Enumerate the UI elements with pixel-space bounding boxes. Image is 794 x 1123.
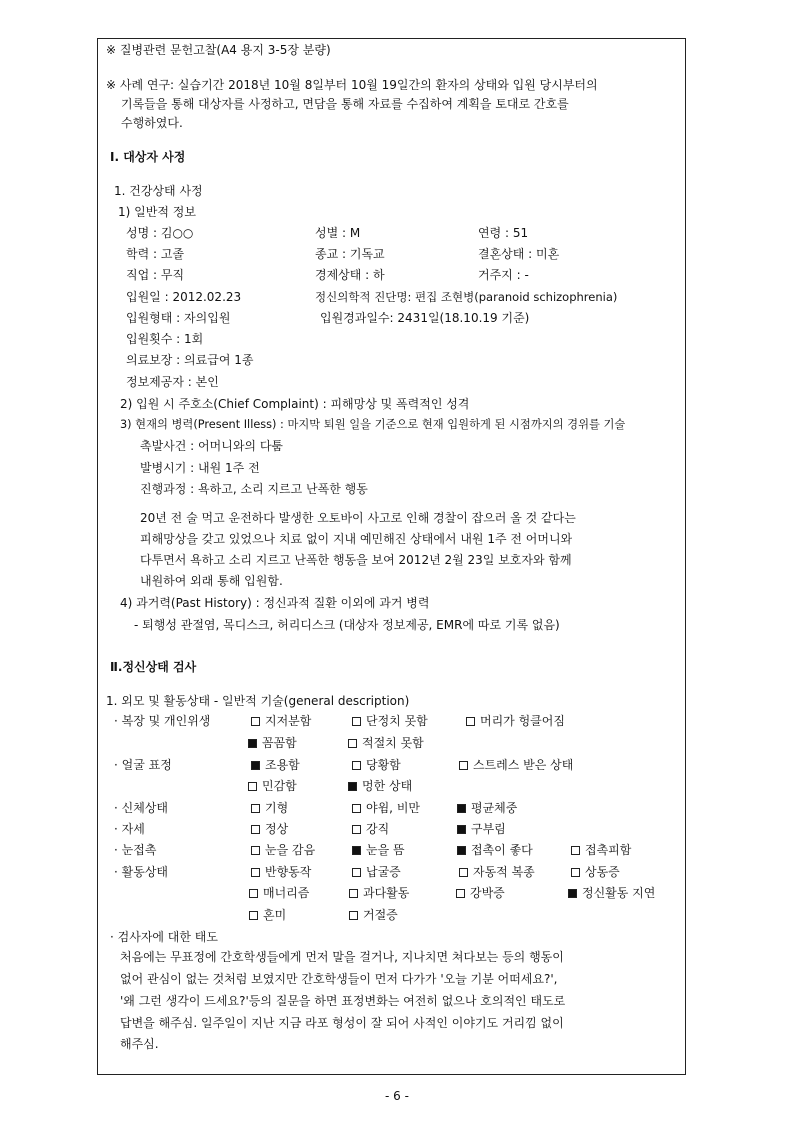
checkbox-icon[interactable] xyxy=(352,825,361,834)
attitude-heading: · 검사자에 대한 태도 xyxy=(110,930,218,944)
checkbox-icon[interactable] xyxy=(457,804,466,813)
checkbox-icon[interactable] xyxy=(457,846,466,855)
attitude-paragraph-2: 없어 관심이 없는 것처럼 보였지만 간호학생들이 먼저 다가가 '오늘 기분 어떠세요?', xyxy=(120,972,558,986)
option-grooming-dirty[interactable]: 지저분함 xyxy=(251,713,311,729)
option-activity-compulsion[interactable]: 강박증 xyxy=(456,885,505,901)
present-illness-title: 3) 현재의 병력(Present Illess) : 마지막 퇴원 일을 기준으로 현재 입원하게 된 시점까지의 경위를 기술 xyxy=(120,418,626,431)
option-activity-hyperactivity[interactable]: 과다활동 xyxy=(349,885,409,901)
checkbox-icon[interactable] xyxy=(348,782,357,791)
present-illness-onset: 발병시기 : 내원 1주 전 xyxy=(140,461,260,475)
checkbox-icon[interactable] xyxy=(571,868,580,877)
chief-complaint: 2) 입원 시 주호소(Chief Complaint) : 피해망상 및 폭력적인 성격 xyxy=(120,397,470,411)
option-body-thin-obese[interactable]: 야윔, 비만 xyxy=(352,800,420,816)
option-face-calm[interactable]: 조용함 xyxy=(251,757,300,773)
option-eye-good-contact[interactable]: 접촉이 좋다 xyxy=(457,842,533,858)
option-body-deformity[interactable]: 기형 xyxy=(251,800,288,816)
option-eye-open[interactable]: 눈을 뜸 xyxy=(352,842,405,858)
info-economy: 경제상태 : 하 xyxy=(315,268,385,282)
present-illness-paragraph-1: 20년 전 술 먹고 운전하다 발생한 오토바이 사고로 인해 경찰이 잡으러 올 것 같다는 xyxy=(140,511,576,525)
checkbox-icon[interactable] xyxy=(457,825,466,834)
info-marital: 결혼상태 : 미혼 xyxy=(478,247,560,261)
general-info-heading: 1) 일반적 정보 xyxy=(118,205,196,219)
health-assessment-heading: 1. 건강상태 사정 xyxy=(114,184,203,198)
present-illness-paragraph-3: 다투면서 욕하고 소리 지르고 난폭한 행동을 보여 2012년 2월 23일 보호자와 함께 xyxy=(140,553,572,567)
checkbox-icon[interactable] xyxy=(349,911,358,920)
checkbox-icon[interactable] xyxy=(456,889,465,898)
header-note-2-line-2: 기록들을 통해 대상자를 사정하고, 면담을 통해 자료를 수집하여 계획을 토대로 간호를 xyxy=(121,97,569,111)
option-activity-stupor[interactable]: 혼미 xyxy=(249,907,286,923)
section-2-title: Ⅱ.정신상태 검사 xyxy=(110,660,197,674)
checkbox-icon[interactable] xyxy=(352,804,361,813)
checkbox-icon[interactable] xyxy=(249,911,258,920)
info-religion: 종교 : 기독교 xyxy=(315,247,385,261)
info-admit-type: 입원형태 : 자의입원 xyxy=(126,311,231,325)
option-posture-rigid[interactable]: 강직 xyxy=(352,821,389,837)
info-admit-days: 입원경과일수: 2431일(18.10.19 기준) xyxy=(320,311,530,325)
page-number: - 6 - xyxy=(385,1089,409,1103)
attitude-paragraph-3: '왜 그런 생각이 드세요?'등의 질문을 하면 표정변화는 여전히 없으나 호의적인 태도로 xyxy=(120,994,566,1008)
info-insurance: 의료보장 : 의료급여 1종 xyxy=(126,353,254,367)
option-eye-closed[interactable]: 눈을 감음 xyxy=(251,842,315,858)
info-name: 성명 : 김○○ xyxy=(126,226,194,240)
option-activity-echopraxia[interactable]: 반향동작 xyxy=(251,864,311,880)
checkbox-icon[interactable] xyxy=(251,717,260,726)
category-grooming: · 복장 및 개인위생 xyxy=(114,714,211,728)
checkbox-icon[interactable] xyxy=(251,761,260,770)
info-residence: 거주지 : - xyxy=(478,268,529,282)
option-activity-waxy-flexibility[interactable]: 납굴증 xyxy=(352,864,401,880)
option-grooming-messy-hair[interactable]: 머리가 헝클어짐 xyxy=(466,713,565,729)
info-age: 연령 : 51 xyxy=(478,226,529,240)
option-activity-mannerism[interactable]: 매너리즘 xyxy=(249,885,309,901)
info-sex: 성별 : M xyxy=(315,226,361,240)
header-note-2-line-1: ※ 사례 연구: 실습기간 2018년 10월 8일부터 10월 19일간의 환자의 상태와 입원 당시부터의 xyxy=(106,78,598,92)
info-diagnosis: 정신의학적 진단명: 편집 조현병(paranoid schizophrenia) xyxy=(315,290,618,304)
info-job: 직업 : 무직 xyxy=(126,268,185,282)
past-history-title: 4) 과거력(Past History) : 정신과적 질환 이외에 과거 병력 xyxy=(120,596,430,610)
category-activity: · 활동상태 xyxy=(114,865,168,879)
category-facial-expression: · 얼굴 표정 xyxy=(114,758,172,772)
present-illness-event: 촉발사건 : 어머니와의 다툼 xyxy=(140,439,283,453)
checkbox-icon[interactable] xyxy=(251,825,260,834)
checkbox-icon[interactable] xyxy=(352,761,361,770)
option-activity-psychomotor-retardation[interactable]: 정신활동 지연 xyxy=(568,885,655,901)
present-illness-paragraph-2: 피해망상을 갖고 있었으나 치료 없이 지내 예민해진 상태에서 내원 1주 전 어머니와 xyxy=(140,532,573,546)
option-face-blank[interactable]: 멍한 상태 xyxy=(348,778,412,794)
option-posture-normal[interactable]: 정상 xyxy=(251,821,288,837)
option-grooming-inappropriate[interactable]: 적절치 못함 xyxy=(348,735,424,751)
category-body: · 신체상태 xyxy=(114,801,168,815)
checkbox-icon[interactable] xyxy=(251,868,260,877)
present-illness-course: 진행과정 : 욕하고, 소리 지르고 난폭한 행동 xyxy=(140,482,368,496)
checkbox-icon[interactable] xyxy=(348,739,357,748)
option-grooming-untidy[interactable]: 단정치 못함 xyxy=(352,713,428,729)
option-body-average-weight[interactable]: 평균체중 xyxy=(457,800,517,816)
appearance-heading: 1. 외모 및 활동상태 - 일반적 기술(general description) xyxy=(106,694,410,708)
option-activity-stereotypy[interactable]: 상동증 xyxy=(571,864,620,880)
header-note-1: ※ 질병관련 문헌고찰(A4 용지 3-5장 분량) xyxy=(106,43,331,57)
info-admit-count: 입원횟수 : 1회 xyxy=(126,332,204,346)
option-face-embarrassed[interactable]: 당황함 xyxy=(352,757,401,773)
info-admit-date: 입원일 : 2012.02.23 xyxy=(126,290,242,304)
info-education: 학력 : 고졸 xyxy=(126,247,185,261)
checkbox-icon[interactable] xyxy=(459,868,468,877)
checkbox-icon[interactable] xyxy=(571,846,580,855)
option-face-sensitive[interactable]: 민감함 xyxy=(248,778,297,794)
checkbox-icon[interactable] xyxy=(352,846,361,855)
checkbox-icon[interactable] xyxy=(249,889,258,898)
checkbox-icon[interactable] xyxy=(352,868,361,877)
option-eye-avoid-contact[interactable]: 접촉피함 xyxy=(571,842,631,858)
category-posture: · 자세 xyxy=(114,822,145,836)
header-note-2-line-3: 수행하였다. xyxy=(121,116,183,130)
attitude-paragraph-1: 처음에는 무표정에 간호학생들에게 먼저 말을 걸거나, 지나치면 쳐다보는 등의 행동이 xyxy=(120,950,564,964)
checkbox-icon[interactable] xyxy=(349,889,358,898)
past-history-item: - 퇴행성 관절염, 목디스크, 허리디스크 (대상자 정보제공, EMR에 따로 기록 없음) xyxy=(134,618,560,632)
option-grooming-neat[interactable]: 꼼꼼함 xyxy=(248,735,297,751)
checkbox-icon[interactable] xyxy=(248,739,257,748)
attitude-paragraph-5: 해주심. xyxy=(120,1037,159,1051)
present-illness-paragraph-4: 내원하여 외래 통해 입원함. xyxy=(140,574,283,588)
category-eye-contact: · 눈접촉 xyxy=(114,843,157,857)
checkbox-icon[interactable] xyxy=(352,717,361,726)
info-informant: 정보제공자 : 본인 xyxy=(126,375,219,389)
checkbox-icon[interactable] xyxy=(568,889,577,898)
section-1-title: Ⅰ. 대상자 사정 xyxy=(110,150,186,164)
option-face-stressed[interactable]: 스트레스 받은 상태 xyxy=(459,757,573,773)
checkbox-icon[interactable] xyxy=(466,717,475,726)
attitude-paragraph-4: 답변을 해주심. 일주일이 지난 지금 라포 형성이 잘 되어 사적인 이야기도 거리낌 없이 xyxy=(120,1016,564,1030)
option-activity-automatic-obedience[interactable]: 자동적 복종 xyxy=(459,864,535,880)
checkbox-icon[interactable] xyxy=(251,846,260,855)
option-activity-negativism[interactable]: 거절증 xyxy=(349,907,398,923)
option-posture-bent[interactable]: 구부림 xyxy=(457,821,506,837)
checkbox-icon[interactable] xyxy=(251,804,260,813)
checkbox-icon[interactable] xyxy=(248,782,257,791)
checkbox-icon[interactable] xyxy=(459,761,468,770)
